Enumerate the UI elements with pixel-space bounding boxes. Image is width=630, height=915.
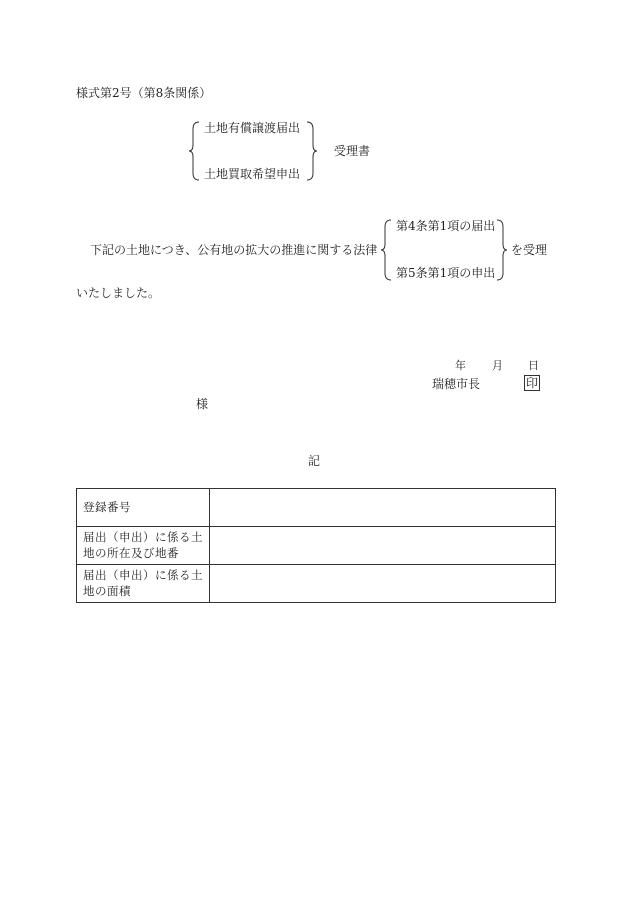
record-value-area xyxy=(210,565,556,603)
record-table xyxy=(76,488,556,603)
table-row xyxy=(77,565,556,603)
title-option-land-transfer: 土地有償譲渡届出 xyxy=(204,121,301,135)
body-tail-text: いたしました。 xyxy=(76,286,161,300)
record-label-registration-number: 登録番号 xyxy=(77,489,210,527)
date-day: 日 xyxy=(528,359,539,372)
record-value-location xyxy=(210,527,556,565)
form-number: 様式第2号（第8条関係） xyxy=(76,86,212,100)
date-year: 年 xyxy=(455,359,466,372)
date-month: 月 xyxy=(492,359,503,372)
record-label-location: 届出（申出）に係る土地の所在及び地番 xyxy=(77,527,210,565)
seal-mark: 印 xyxy=(525,376,538,390)
title-right-brace xyxy=(305,121,317,181)
table-row xyxy=(77,527,556,565)
addressee-honorific: 様 xyxy=(196,397,209,411)
body-lead-text: 下記の土地につき、公有地の拡大の推進に関する法律 xyxy=(90,243,378,257)
body-option-article-4: 第4条第1項の届出 xyxy=(396,219,496,233)
issuer-name: 瑞穂市長 xyxy=(432,377,481,391)
title-suffix: 受理書 xyxy=(334,144,371,158)
body-right-brace xyxy=(495,219,507,281)
record-heading: 記 xyxy=(308,454,321,468)
body-option-article-5: 第5条第1項の申出 xyxy=(396,266,496,280)
record-label-area: 届出（申出）に係る土地の面積 xyxy=(77,565,210,603)
title-option-land-purchase: 土地買取希望申出 xyxy=(204,167,301,181)
table-row xyxy=(77,489,556,527)
body-suffix: を受理 xyxy=(511,243,548,257)
body-left-brace xyxy=(381,219,393,281)
record-value-registration-number xyxy=(210,489,556,527)
title-left-brace xyxy=(189,121,201,181)
